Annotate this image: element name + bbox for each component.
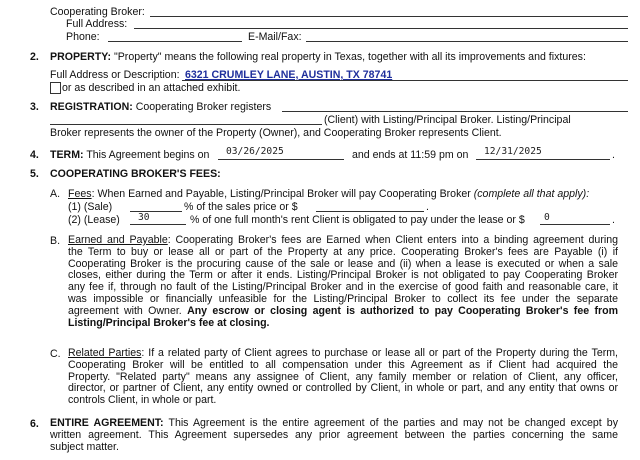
section-3-text-1: Cooperating Broker registers <box>135 101 272 113</box>
section-5b-line-2: the Term to buy or lease all or part of the Property at any price. Cooperating Broker's fees are Payable (i) if <box>68 245 618 258</box>
section-6-line-2: written agreement. This Agreement supersedes any prior agreement between the parties concerning the same <box>50 428 618 441</box>
section-4-text-a: This Agreement begins on <box>86 149 210 161</box>
sale-amount-field[interactable] <box>316 211 424 212</box>
sale-end: . <box>426 201 429 213</box>
section-5a-letter: A. <box>50 188 61 200</box>
section-5c-title: Related Parties <box>68 347 142 359</box>
section-6-text-1: This Agreement is the entire agreement of the parties and may not be changed except by <box>168 417 618 429</box>
term-begin-date-field[interactable] <box>218 159 344 160</box>
section-3-text-2: (Client) with Listing/Principal Broker. Listing/Principal <box>324 114 571 126</box>
lease-end: . <box>612 214 615 226</box>
section-5b-line-8: Listing/Principal Broker's fee at closing. <box>68 316 270 329</box>
lease-amount-field[interactable] <box>540 224 610 225</box>
section-5b-line-5: any fee if, through no fault of the Listing/Principal Broker and in the exercise of good faith and reasonable care, it <box>68 281 618 294</box>
section-5-heading: COOPERATING BROKER'S FEES: <box>50 168 221 180</box>
section-5-number: 5. <box>30 168 39 180</box>
email-fax-field[interactable] <box>306 41 628 42</box>
attached-exhibit-label: or as described in an attached exhibit. <box>62 82 241 94</box>
section-6-paragraph <box>50 418 618 453</box>
section-5b-line-6: was impossible or financially unfeasible for the Listing/Principal Broker to collect its fee under the separate <box>68 292 618 305</box>
property-address-value[interactable]: 6321 CRUMLEY LANE, AUSTIN, TX 78741 <box>185 69 393 81</box>
section-3-text-3: Broker represents the owner of the Property (Owner), and Cooperating Broker represents Client. <box>50 127 502 139</box>
section-5b-title: Earned and Payable <box>68 234 168 246</box>
section-5b-line-4: closes, either during the Term or after it ends. Listing/Principal Broker is not obligated to pay Cooperating Broker <box>68 269 618 282</box>
section-4-end-punct: . <box>612 149 615 161</box>
lease-text: % of one full month's rent Client is obligated to pay under the lease or $ <box>190 214 525 226</box>
sale-label: (1) (Sale) <box>68 201 113 213</box>
full-address-label: Full Address: <box>66 18 128 30</box>
section-6-line-3: subject matter. <box>50 440 119 453</box>
section-5b-line-7-normal: agreement with Owner. <box>68 304 182 317</box>
lease-label: (2) (Lease) <box>68 214 120 226</box>
full-address-description-label: Full Address or Description: <box>50 69 180 81</box>
section-5c-line-5: controls Client, in whole or part. <box>68 394 217 407</box>
section-3-number: 3. <box>30 101 39 113</box>
property-address-field[interactable] <box>182 80 628 81</box>
section-2-line <box>50 51 586 63</box>
section-5b-text-1: : Cooperating Broker's fees are Earned when Client enters into a binding agreement during <box>167 234 618 246</box>
lease-percent-value[interactable]: 30 <box>138 212 150 223</box>
section-3-heading: REGISTRATION: <box>50 101 133 113</box>
registration-field-1[interactable] <box>282 111 628 112</box>
full-address-field[interactable] <box>134 28 628 29</box>
section-5b-paragraph <box>68 235 618 329</box>
section-4-line <box>50 149 209 161</box>
email-fax-label: E-Mail/Fax: <box>248 31 302 43</box>
section-5c-paragraph <box>68 348 618 407</box>
section-5b-letter: B. <box>50 235 61 247</box>
cooperating-broker-field[interactable] <box>150 16 628 17</box>
phone-field[interactable] <box>108 41 242 42</box>
cooperating-broker-label: Cooperating Broker: <box>50 6 145 18</box>
section-5b-line-7-bold: Any escrow or closing agent is authorized to pay Cooperating Broker's fee from <box>187 304 618 317</box>
section-5a-line <box>68 188 589 200</box>
section-3-line-1 <box>50 101 271 113</box>
section-5a-text: : When Earned and Payable, Listing/Principal Broker will pay Cooperating Broker <box>91 188 471 200</box>
attached-exhibit-checkbox[interactable] <box>50 82 61 94</box>
section-6-heading: ENTIRE AGREEMENT: <box>50 417 164 429</box>
sale-text: % of the sales price or $ <box>184 201 298 213</box>
section-4-number: 4. <box>30 149 39 161</box>
section-4-heading: TERM: <box>50 149 84 161</box>
term-end-date-field[interactable] <box>476 159 610 160</box>
section-5b-line-3: Cooperating Broker is the procuring cause of the sale or lease and (ii) when a lease is executed or when a sale <box>68 257 618 270</box>
section-5a-title: Fees <box>68 188 92 200</box>
section-5a-italic: (complete all that apply): <box>473 188 590 200</box>
section-5c-text-1: : If a related party of Client agrees to purchase or lease all or part of the Property during the Term, <box>141 347 619 359</box>
term-begin-date[interactable]: 03/26/2025 <box>226 146 284 157</box>
registration-field-2[interactable] <box>50 124 322 125</box>
section-4-text-b: and ends at 11:59 pm on <box>352 149 469 161</box>
section-5c-letter: C. <box>50 348 61 360</box>
lease-amount-value[interactable]: 0 <box>544 212 550 223</box>
section-5c-line-2: Cooperating Broker will be entitled to all compensation under this Agreement as if Client had acquired the <box>68 358 618 371</box>
section-2-text: "Property" means the following real property in Texas, together with all its improvements and fixtures: <box>113 51 586 63</box>
phone-label: Phone: <box>66 31 100 43</box>
section-5c-line-4: director, or partner of Client, any entity owned or controlled by Client, in whole or part, and any entity that owns or <box>68 382 618 395</box>
section-2-heading: PROPERTY: <box>50 51 112 63</box>
term-end-date[interactable]: 12/31/2025 <box>484 146 542 157</box>
lease-percent-field[interactable] <box>130 224 186 225</box>
section-6-number: 6. <box>30 418 39 430</box>
section-2-number: 2. <box>30 51 39 63</box>
section-5b-line-7 <box>68 306 618 318</box>
section-5c-line-3: Property. "Related party" means any assignee of Client, any family member or relation of Client, any officer, <box>68 370 618 383</box>
